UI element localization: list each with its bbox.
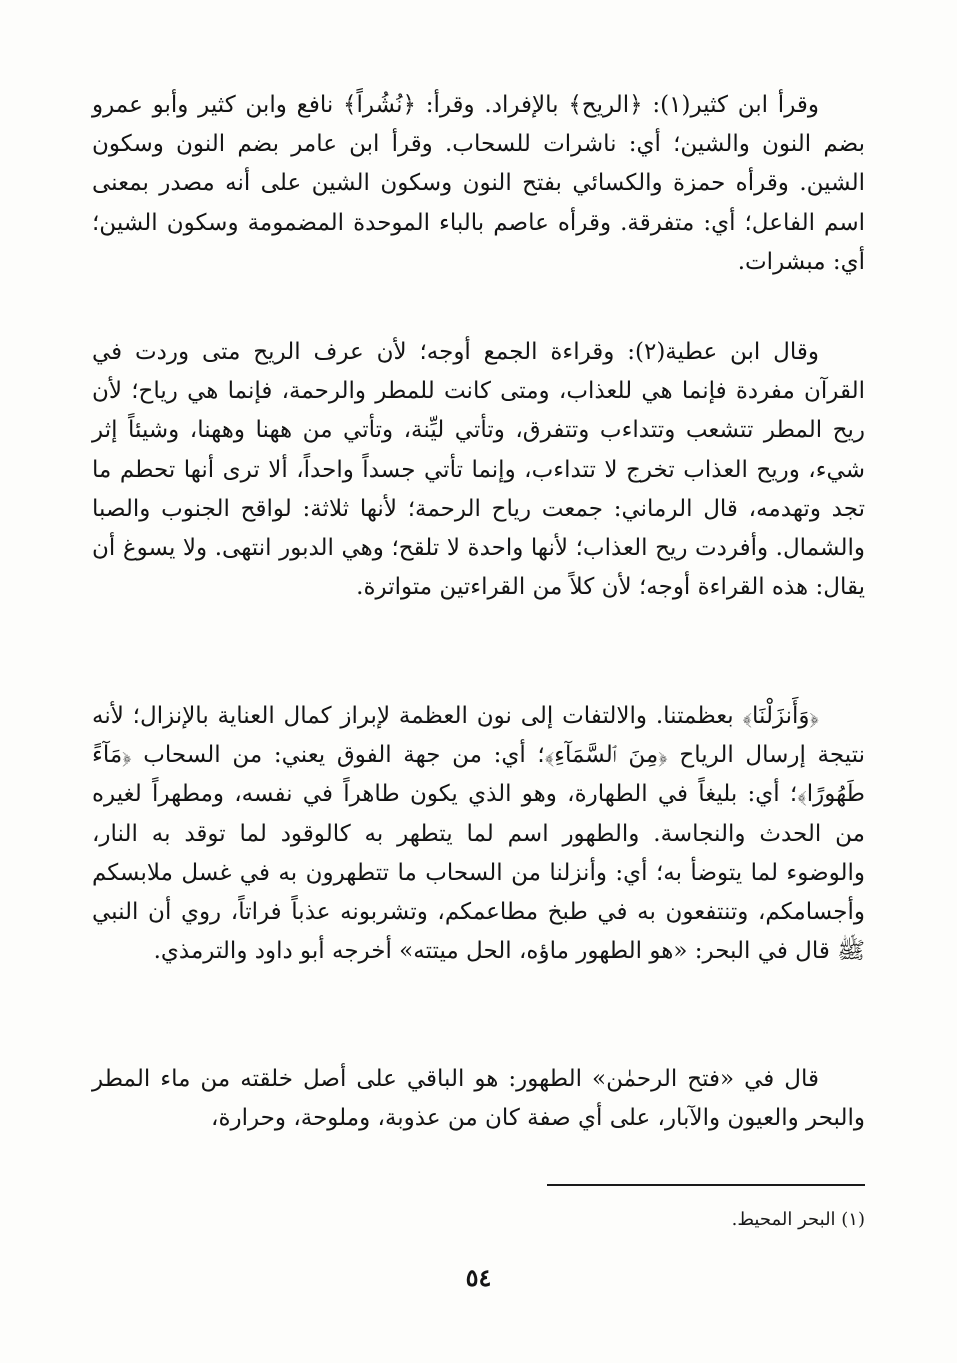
paragraph-4-text: قال في «فتح الرحمٰن» الطهور: هو الباقي على أصل خلقته من ماء المطر والبحر والعيون والآبار، على أي صفة كان من عذوبة، وملوحة، وحرارة،	[92, 1066, 865, 1132]
paragraph-2-text: وقال ابن عطية(٢): وقراءة الجمع أوجه؛ لأن عرف الريح متى وردت في القرآن مفردة فإنما هي للعذاب، ومتى كانت للمطر والرحمة، فإنما هي رياح؛ لأن ريح المطر تتشعب وتتداءب وتتفرق، وتأتي ليِّنة، وتأتي من ههنا وههنا، وشيئاً إثر شيء، وريح العذاب تخرج لا تتداءب، وإنما تأتي جسداً واحداً، ألا ترى أنها تحطم ما تجد وتهدمه، قال الرماني: جمعت رياح الرحمة؛ لأنها ثلاثة: لواقح الجنوب والصبا والشمال. وأفردت ريح العذاب؛ لأنها واحدة لا تلقح؛ وهي الدبور انتهى. ولا يسوغ أن يقال: هذه القراءة أوجه؛ لأن كلاً من القراءتين متواترة.	[92, 339, 865, 601]
footnote-divider	[547, 1184, 865, 1186]
paragraph-3-text: ﴿وَأَنزَلْنَا﴾ بعظمتنا. والالتفات إلى نون العظمة لإبراز كمال العناية بالإنزال؛ لأنه نتيجة إرسال الرياح ﴿مِنَ ٱلسَّمَآءِ﴾؛ أي: من جهة الفوق يعني: من السحاب ﴿مَآءً طَهُورًا﴾؛ أي: بليغاً في الطهارة، وهو الذي يكون طاهراً في نفسه، ومطهراً لغيره من الحدث والنجاسة. والطهور اسم لما يتطهر به كالوقود لما توقد به النار، والوضوء لما يتوضأ به؛ أي: وأنزلنا من السحاب ما تتطهرون به في غسل ملابسكم وأجسامكم، وتنتفعون به في طبخ مطاعمكم، وتشربونه عذباً فراتاً، روي أن النبي ﷺ قال في البحر: «هو الطهور ماؤه، الحل ميتته» أخرجه أبو داود والترمذي.	[92, 703, 865, 965]
paragraph-1	[92, 86, 865, 282]
footnote: (١) البحر المحيط.	[731, 1209, 865, 1230]
paragraph-3	[92, 697, 865, 971]
paragraph-4	[92, 1060, 865, 1138]
paragraph-2	[92, 333, 865, 607]
page-number: ٥٤	[465, 1263, 492, 1292]
paragraph-1-text: وقرأ ابن كثير(١): ﴿الريح﴾ بالإفراد. وقرأ: ﴿نُشُراً﴾ نافع وابن كثير وأبو عمرو بضم النون والشين؛ أي: ناشرات للسحاب. وقرأ ابن عامر بضم النون وسكون الشين. وقرأه حمزة والكسائي بفتح النون وسكون الشين على أنه مصدر بمعنى اسم الفاعل؛ أي: متفرقة. وقرأه عاصم بالباء الموحدة المضمومة وسكون الشين؛ أي: مبشرات.	[92, 92, 865, 275]
